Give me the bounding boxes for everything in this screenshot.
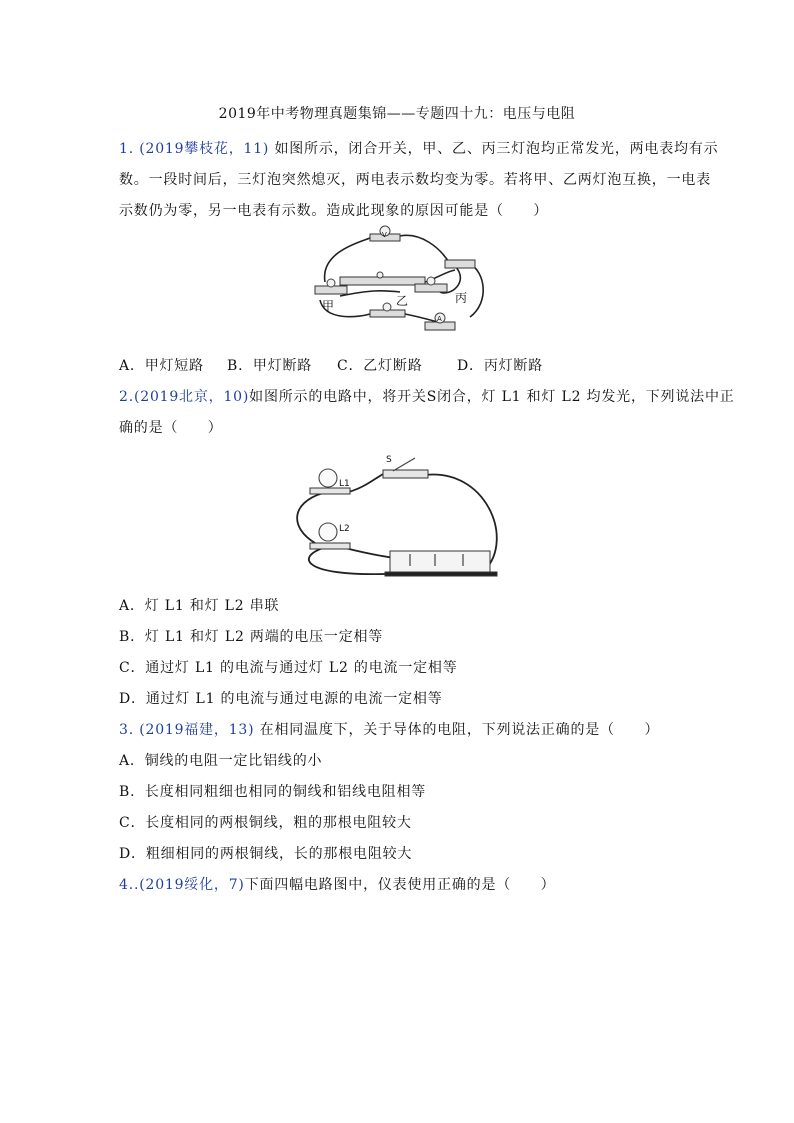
q1-options bbox=[119, 355, 543, 375]
q2-source: (2019北京，10) bbox=[133, 389, 250, 405]
page-title: 2019年中考物理真题集锦——专题四十九：电压与电阻 bbox=[218, 106, 576, 122]
q2-option-b: B．灯 L1 和灯 L2 两端的电压一定相等 bbox=[119, 629, 384, 645]
q3-line1 bbox=[119, 719, 659, 739]
q1-text-1: 如图所示，闭合开关，甲、乙、丙三灯泡均正常发光，两电表均有示 bbox=[269, 141, 719, 157]
q4-text-1: 下面四幅电路图中，仪表使用正确的是（ ） bbox=[244, 877, 556, 893]
q2-option-a: A．灯 L1 和灯 L2 串联 bbox=[119, 598, 280, 614]
q2-text-1: 如图所示的电路中，将开关S闭合，灯 L1 和灯 L2 均发光，下列说法中正 bbox=[249, 389, 735, 405]
q4-source: (2019绥化，7) bbox=[139, 877, 245, 893]
q3-source: (2019福建，13) bbox=[139, 722, 255, 738]
q1-lamp-jia-label: 甲 bbox=[322, 299, 335, 313]
q2-l2-label: L2 bbox=[339, 524, 350, 534]
q1-option-d: D．丙灯断路 bbox=[457, 358, 544, 374]
q1-line1 bbox=[119, 138, 718, 158]
q1-lamp-bing-label: 丙 bbox=[455, 291, 468, 305]
q2-line1 bbox=[119, 386, 735, 406]
q1-option-c: C．乙灯断路 bbox=[337, 358, 423, 374]
q2-option-d: D．通过灯 L1 的电流与通过电源的电流一定相等 bbox=[119, 691, 443, 707]
q1-voltmeter-label: V bbox=[382, 231, 387, 239]
q1-lamp-yi-label: 乙 bbox=[396, 294, 409, 308]
q1-option-a: A．甲灯短路 bbox=[119, 358, 204, 374]
q4-number: 4.. bbox=[119, 877, 140, 893]
q3-option-c: C．长度相同的两根铜线，粗的那根电阻较大 bbox=[119, 815, 412, 831]
q3-number: 3. bbox=[119, 722, 140, 738]
q3-option-d: D．粗细相同的两根铜线，长的那根电阻较大 bbox=[119, 846, 413, 862]
q1-source: (2019攀枝花，11) bbox=[139, 141, 270, 157]
q2-l1-label: L1 bbox=[339, 479, 350, 489]
q2-circuit-figure bbox=[285, 448, 510, 583]
q1-ammeter-label: A bbox=[437, 315, 442, 323]
q3-text-1: 在相同温度下，关于导体的电阻，下列说法正确的是（ ） bbox=[254, 722, 660, 738]
q2-switch-label: S bbox=[386, 455, 392, 465]
q1-circuit-figure bbox=[300, 222, 500, 337]
q1-text-2: 数。一段时间后，三灯泡突然熄灭，两电表示数均变为零。若将甲、乙两灯泡互换，一电表 bbox=[119, 172, 711, 188]
q1-option-b: B．甲灯断路 bbox=[227, 358, 313, 374]
q2-text-2: 确的是（ ） bbox=[119, 420, 223, 436]
q3-option-a: A．铜线的电阻一定比铝线的小 bbox=[119, 753, 323, 769]
q1-number: 1. bbox=[119, 141, 140, 157]
q4-line1 bbox=[119, 874, 556, 894]
q1-text-3: 示数仍为零，另一电表有示数。造成此现象的原因可能是（ ） bbox=[119, 203, 549, 219]
q2-number: 2. bbox=[119, 389, 134, 405]
q2-option-c: C．通过灯 L1 的电流与通过灯 L2 的电流一定相等 bbox=[119, 660, 458, 676]
q3-option-b: B．长度相同粗细也相同的铜线和铝线电阻相等 bbox=[119, 784, 427, 800]
